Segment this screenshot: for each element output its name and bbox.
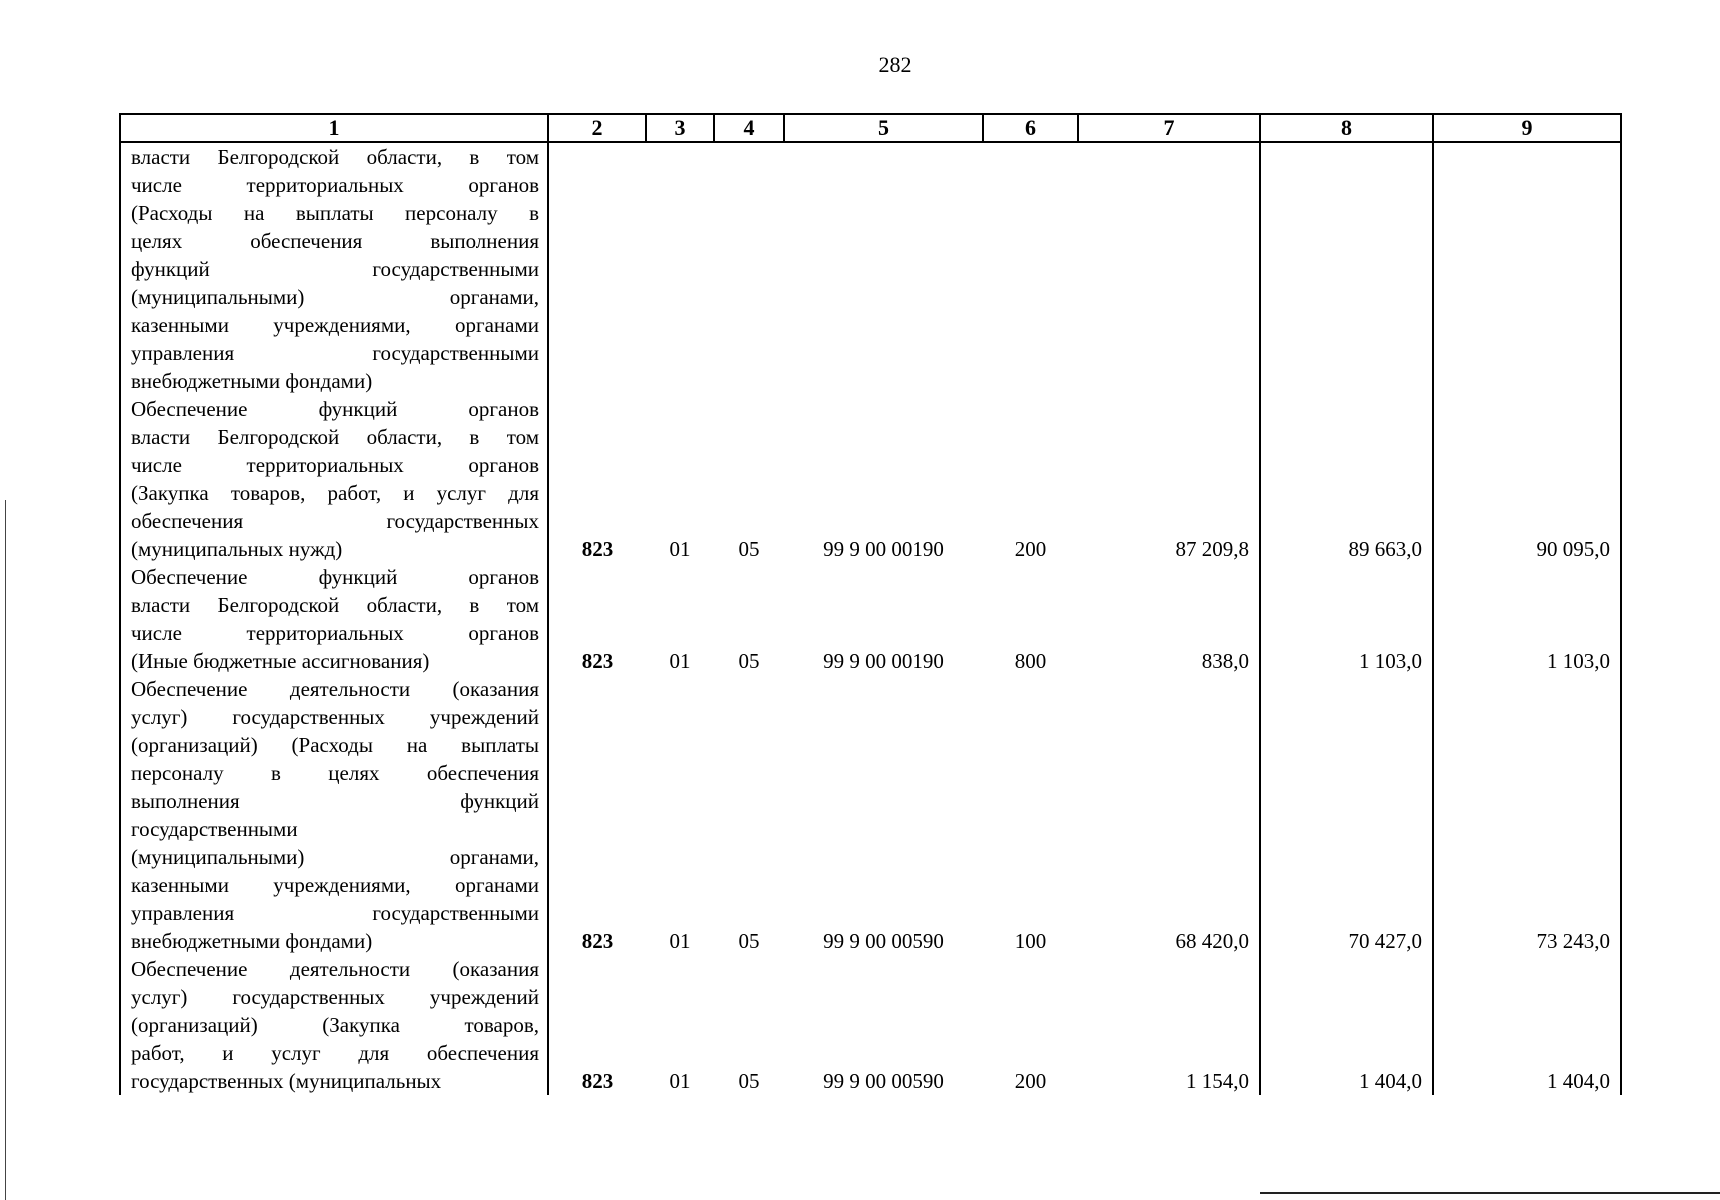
target-article-code [784, 142, 983, 395]
admin-code [548, 142, 646, 395]
description-line: (муниципальными) органами, [131, 845, 539, 869]
amount-year-2: 89 663,0 [1260, 395, 1433, 563]
table-row [120, 563, 1621, 675]
description-line: государственных (муниципальных [131, 1069, 442, 1093]
amount-year-3: 1 103,0 [1433, 563, 1621, 675]
description-line: Обеспечение деятельности (оказания [131, 677, 539, 701]
description-line: власти Белгородской области, в том [131, 593, 539, 617]
target-article-code: 99 9 00 00190 [823, 649, 944, 673]
description-line: Обеспечение функций органов [131, 565, 539, 589]
description-line: внебюджетными фондами) [131, 929, 373, 953]
amount-year-1: 87 209,8 [1078, 395, 1260, 563]
amount-year-3: 1 404,0 [1433, 955, 1621, 1095]
amount-year-1: 68 420,0 [1078, 675, 1260, 955]
budget-table [119, 113, 1622, 1095]
section-code [646, 142, 714, 395]
subsection-code: 05 [738, 537, 760, 561]
expense-type-code: 200 [1014, 1069, 1047, 1093]
expense-type-code: 200 [1014, 537, 1047, 561]
admin-code: 823 [581, 649, 614, 673]
admin-code: 823 [581, 1069, 614, 1093]
col-header-7: 7 [1078, 114, 1260, 142]
page-number: 282 [878, 52, 912, 77]
section-code: 01 [669, 929, 691, 953]
header-row [120, 114, 1621, 142]
subsection-code [714, 142, 784, 395]
table-row [120, 675, 1621, 955]
description-line: (муниципальными) органами, [131, 285, 539, 309]
description-line: числе территориальных органов [131, 173, 539, 197]
table-row [120, 955, 1621, 1095]
description-line: персоналу в целях обеспечения [131, 761, 539, 785]
section-code: 01 [669, 649, 691, 673]
amount-year-2: 1 103,0 [1260, 563, 1433, 675]
col-header-2: 2 [548, 114, 646, 142]
description-line: (Расходы на выплаты персоналу в [131, 201, 539, 225]
expense-type-code [983, 142, 1078, 395]
subsection-code: 05 [738, 929, 760, 953]
description-line: управления государственными [131, 341, 539, 365]
description-line: функций государственными [131, 257, 539, 281]
amount-year-3: 73 243,0 [1433, 675, 1621, 955]
col-header-4: 4 [714, 114, 784, 142]
description-line: государственными [131, 817, 298, 841]
description-line: выполнения функций [131, 789, 539, 813]
target-article-code: 99 9 00 00590 [823, 1069, 944, 1093]
row-description [120, 955, 548, 1095]
amount-year-2 [1260, 142, 1433, 395]
amount-year-2: 70 427,0 [1260, 675, 1433, 955]
target-article-code: 99 9 00 00190 [823, 537, 944, 561]
description-line: услуг) государственных учреждений [131, 705, 539, 729]
amount-year-3: 90 095,0 [1433, 395, 1621, 563]
admin-code: 823 [581, 537, 614, 561]
description-line: (Закупка товаров, работ, и услуг для [131, 481, 539, 505]
amount-year-1 [1078, 142, 1260, 395]
expense-type-code: 100 [1014, 929, 1047, 953]
description-line: (организаций) (Расходы на выплаты [131, 733, 539, 757]
description-line: (муниципальных нужд) [131, 537, 343, 561]
section-code: 01 [669, 1069, 691, 1093]
col-header-6: 6 [983, 114, 1078, 142]
amount-year-3 [1433, 142, 1621, 395]
description-line: Обеспечение деятельности (оказания [131, 957, 539, 981]
description-line: работ, и услуг для обеспечения [131, 1041, 539, 1065]
description-line: услуг) государственных учреждений [131, 985, 539, 1009]
col-header-8: 8 [1260, 114, 1433, 142]
description-line: числе территориальных органов [131, 621, 539, 645]
col-header-3: 3 [646, 114, 714, 142]
scan-edge-bottom [1260, 1192, 1720, 1194]
amount-year-2: 1 404,0 [1260, 955, 1433, 1095]
col-header-1: 1 [120, 114, 548, 142]
expense-type-code: 800 [1014, 649, 1047, 673]
subsection-code: 05 [738, 649, 760, 673]
description-line: числе территориальных органов [131, 453, 539, 477]
row-description [120, 395, 548, 563]
description-line: казенными учреждениями, органами [131, 873, 539, 897]
target-article-code: 99 9 00 00590 [823, 929, 944, 953]
description-line: внебюджетными фондами) [131, 369, 373, 393]
admin-code: 823 [581, 929, 614, 953]
row-description [120, 142, 548, 395]
scan-edge-left [5, 500, 6, 1200]
description-line: управления государственными [131, 901, 539, 925]
row-description [120, 675, 548, 955]
description-line: власти Белгородской области, в том [131, 145, 539, 169]
description-line: власти Белгородской области, в том [131, 425, 539, 449]
description-line: казенными учреждениями, органами [131, 313, 539, 337]
subsection-code: 05 [738, 1069, 760, 1093]
description-line: (Иные бюджетные ассигнования) [131, 649, 430, 673]
table-row [120, 395, 1621, 563]
amount-year-1: 1 154,0 [1078, 955, 1260, 1095]
description-line: целях обеспечения выполнения [131, 229, 539, 253]
description-line: обеспечения государственных [131, 509, 539, 533]
description-line: (организаций) (Закупка товаров, [131, 1013, 539, 1037]
description-line: Обеспечение функций органов [131, 397, 539, 421]
col-header-9: 9 [1433, 114, 1621, 142]
row-description [120, 563, 548, 675]
table-row [120, 142, 1621, 395]
section-code: 01 [669, 537, 691, 561]
col-header-5: 5 [784, 114, 983, 142]
amount-year-1: 838,0 [1078, 563, 1260, 675]
